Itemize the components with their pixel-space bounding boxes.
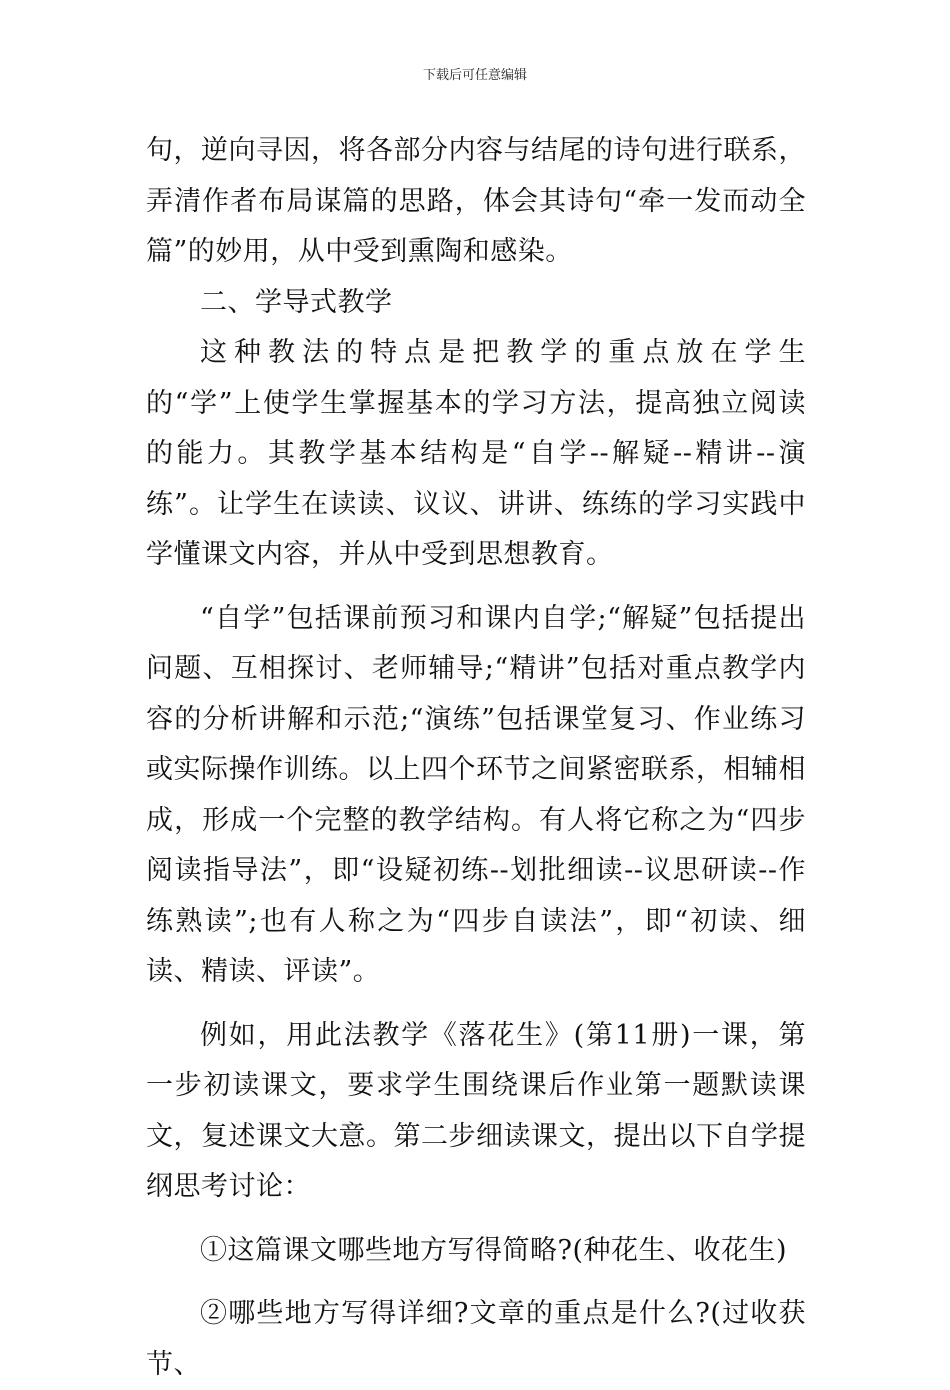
- paragraph-example: 例如，用此法教学《落花生》(第11册)一课，第一步初读课文，要求学生围绕课后作业第一题默读课文，复述课文大意。第二步细读课文，提出以下自学提纲思考讨论：: [146, 1019, 806, 1202]
- section-heading: 二、学导式教学: [200, 286, 393, 318]
- list-item-question-1: ①这篇课文哪些地方写得简略?(种花生、收花生): [200, 1234, 788, 1266]
- list-item-question-2: ②哪些地方写得详细?文章的重点是什么?(过收获节、: [146, 1298, 806, 1380]
- paragraph-method-intro: 这种教法的特点是把教学的重点放在学生的“学”上使学生掌握基本的学习方法，提高独立阅读的能力。其教学基本结构是“自学--解疑--精讲--演练”。让学生在读读、议议、讲讲、练练的学习实践中学懂课文内容，并从中受到思想教育。: [146, 337, 806, 570]
- page-header: 下载后可任意编辑: [422, 68, 527, 83]
- paragraph-four-steps: “自学”包括课前预习和课内自学;“解疑”包括提出问题、互相探讨、老师辅导;“精讲”包括对重点教学内容的分析讲解和示范;“演练”包括课堂复习、作业练习或实际操作训练。以上四个环节之间紧密联系，相辅相成，形成一个完整的教学结构。有人将它称之为“四步阅读指导法”，即“设疑初练--划批细读--议思研读--作练熟读”;也有人称之为“四步自读法”，即“初读、细读、精读、评读”。: [146, 602, 806, 987]
- document-body: [146, 126, 806, 1390]
- paragraph-continuation: 句，逆向寻因，将各部分内容与结尾的诗句进行联系，弄清作者布局谋篇的思路，体会其诗句“牵一发而动全篇”的妙用，从中受到熏陶和感染。: [146, 135, 806, 267]
